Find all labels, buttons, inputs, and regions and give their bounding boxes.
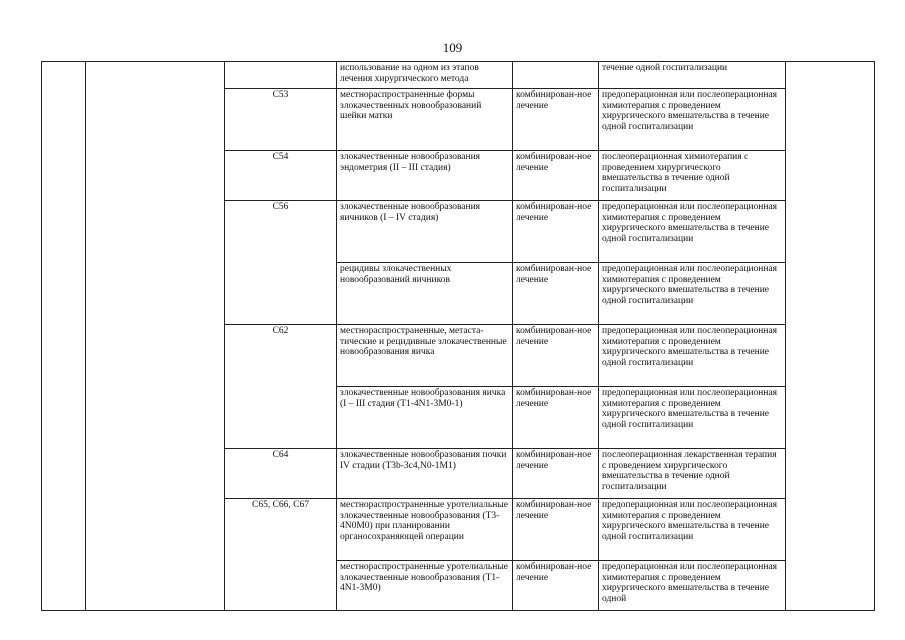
tariff-column-cell <box>786 62 875 611</box>
treatment-type-cell: комбинирован-ное лечение <box>513 561 599 611</box>
treatment-type-cell: комбинирован-ное лечение <box>513 325 599 387</box>
treatment-method-cell: предоперационная или послеоперационная химиотерапия с проведением хирургического вмешательства в течение одной госпитализации <box>599 89 786 151</box>
disease-cell: рецидивы злокачественных новообразований яичников <box>337 263 513 325</box>
code-cell <box>225 62 337 89</box>
treatment-type-cell: комбинирован-ное лечение <box>513 263 599 325</box>
code-cell: C53 <box>225 89 337 151</box>
number-column-cell <box>42 62 86 611</box>
disease-cell: злокачественные новообразования эндометрия (II – III стадия) <box>337 151 513 201</box>
disease-cell: использование на одном из этапов лечения хирургического метода <box>337 62 513 89</box>
treatment-type-cell: комбинирован-ное лечение <box>513 499 599 561</box>
disease-cell: местнораспространенные, метаста-тические и рецидивные злокачественные новообразования яичка <box>337 325 513 387</box>
treatment-type-cell: комбинирован-ное лечение <box>513 387 599 449</box>
code-cell: C54 <box>225 151 337 201</box>
code-cell: C56 <box>225 201 337 325</box>
page-number: 109 <box>442 40 463 55</box>
treatment-method-cell: предоперационная или послеоперационная химиотерапия с проведением хирургического вмешательства в течение одной госпитализации <box>599 325 786 387</box>
group-column-cell <box>86 62 225 611</box>
disease-cell: местнораспространенные формы злокачественных новообразований шейки матки <box>337 89 513 151</box>
treatment-method-cell: предоперационная или послеоперационная химиотерапия с проведением хирургического вмешательства в течение одной госпитализации <box>599 499 786 561</box>
disease-cell: злокачественные новообразования яичников (I – IV стадия) <box>337 201 513 263</box>
treatment-table <box>41 61 875 611</box>
code-cell: C62 <box>225 325 337 449</box>
treatment-type-cell: комбинирован-ное лечение <box>513 151 599 201</box>
treatment-type-cell: комбинирован-ное лечение <box>513 89 599 151</box>
disease-cell: местнораспространенные уротелиальные злокачественные новообразования (T3-4N0M0) при планировании органосохраняющей операции <box>337 499 513 561</box>
treatment-method-cell: предоперационная или послеоперационная химиотерапия с проведением хирургического вмешательства в течение одной <box>599 561 786 611</box>
treatment-type-cell: комбинирован-ное лечение <box>513 449 599 499</box>
table-row <box>42 62 875 89</box>
disease-cell: злокачественные новообразования почки IV стадии (T3b-3c4,N0-1M1) <box>337 449 513 499</box>
treatment-method-cell: предоперационная или послеоперационная химиотерапия с проведением хирургического вмешательства в течение одной госпитализации <box>599 201 786 263</box>
treatment-method-cell: послеоперационная лекарственная терапия с проведением хирургического вмешательства в течение одной госпитализации <box>599 449 786 499</box>
disease-cell: местнораспространенные уротелиальные злокачественные новообразования (T1-4N1-3M0) <box>337 561 513 611</box>
disease-cell: злокачественные новообразования яичка (I – III стадия (T1-4N1-3M0-1) <box>337 387 513 449</box>
treatment-type-cell <box>513 62 599 89</box>
code-cell: C65, C66, C67 <box>225 499 337 611</box>
treatment-method-cell: предоперационная или послеоперационная химиотерапия с проведением хирургического вмешательства в течение одной госпитализации <box>599 263 786 325</box>
code-cell: C64 <box>225 449 337 499</box>
treatment-type-cell: комбинирован-ное лечение <box>513 201 599 263</box>
treatment-method-cell: течение одной госпитализации <box>599 62 786 89</box>
treatment-method-cell: предоперационная или послеоперационная химиотерапия с проведением хирургического вмешательства в течение одной госпитализации <box>599 387 786 449</box>
treatment-method-cell: послеоперационная химиотерапия с проведением хирургического вмешательства в течение одной госпитализации <box>599 151 786 201</box>
